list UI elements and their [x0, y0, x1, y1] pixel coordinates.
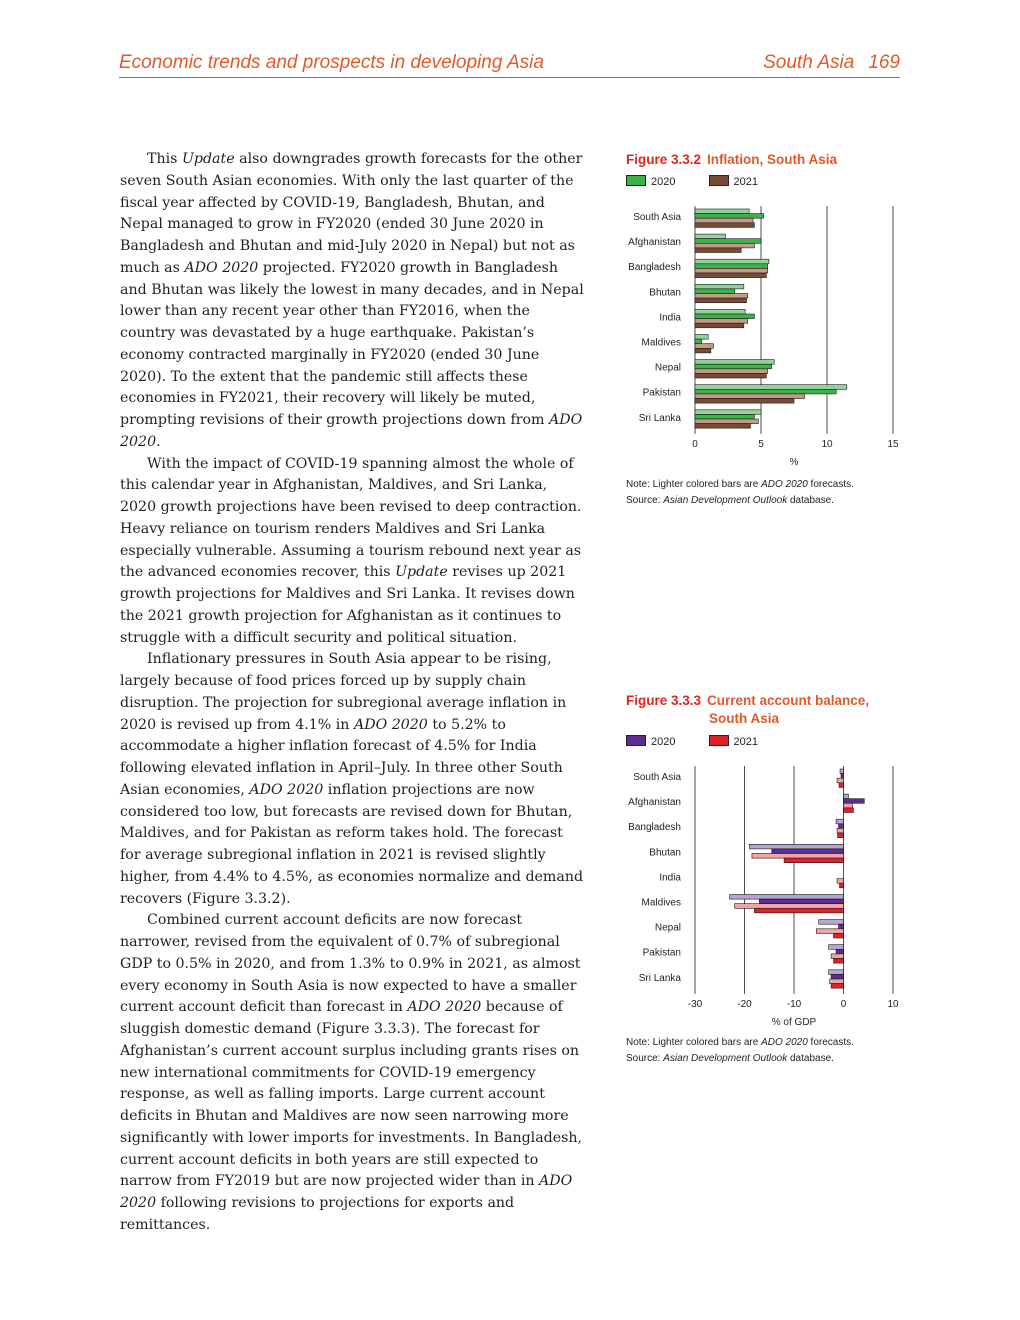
- legend-swatch: [709, 735, 729, 746]
- x-tick-label: 10: [887, 998, 899, 1010]
- page-number: 169: [868, 52, 900, 73]
- bar: [695, 209, 749, 214]
- bar: [695, 394, 805, 399]
- bar: [772, 849, 844, 854]
- bar: [695, 284, 744, 289]
- legend-label: 2021: [733, 176, 759, 188]
- bar: [840, 883, 844, 888]
- italic-term: ADO 2020: [120, 412, 583, 450]
- category-label: Bhutan: [649, 847, 681, 859]
- bar: [695, 399, 794, 404]
- bar: [695, 243, 754, 248]
- bar: [695, 410, 761, 415]
- category-label: India: [659, 312, 681, 324]
- header-rule: [119, 77, 900, 78]
- bar: [730, 895, 844, 900]
- bar: [695, 364, 772, 369]
- legend-item: [626, 735, 675, 748]
- category-label: Pakistan: [642, 947, 681, 959]
- category-label: Bangladesh: [628, 822, 681, 834]
- chart-legend: [626, 175, 788, 188]
- x-tick-label: 0: [840, 998, 847, 1010]
- bar: [695, 314, 754, 319]
- running-header-right: [749, 52, 900, 74]
- italic-term: ADO 2020: [120, 1173, 573, 1211]
- category-label: Sri Lanka: [638, 972, 681, 984]
- bar: [695, 339, 702, 344]
- bar: [735, 904, 844, 909]
- italic-term: ADO 2020: [249, 781, 324, 798]
- bar: [752, 854, 844, 859]
- chart-source: Source: Asian Development Outlook database.: [626, 1053, 834, 1064]
- running-header-section: South Asia: [763, 52, 855, 73]
- x-tick-label: -30: [687, 998, 703, 1010]
- legend-label: 2020: [651, 736, 676, 748]
- category-label: Afghanistan: [628, 237, 681, 249]
- x-tick-label: 10: [821, 438, 833, 450]
- category-label: Maldives: [641, 337, 681, 349]
- bar: [695, 360, 774, 365]
- figure-number: Figure 3.3.2: [626, 152, 702, 167]
- italic-term: Update: [395, 564, 448, 581]
- italic-term: Asian Development Outlook: [663, 495, 788, 506]
- bar: [837, 778, 843, 783]
- bar: [695, 259, 769, 264]
- bar: [829, 945, 844, 950]
- bar: [695, 294, 748, 299]
- bar: [695, 319, 748, 324]
- figure-caption: Inflation, South Asia: [707, 152, 838, 167]
- bar: [749, 844, 843, 849]
- category-label: Maldives: [641, 897, 681, 909]
- bar: [829, 970, 844, 975]
- bar: [844, 808, 854, 813]
- chart-notes: [626, 1035, 854, 1067]
- category-label: Nepal: [654, 362, 681, 374]
- bar: [754, 908, 843, 913]
- bar: [844, 799, 865, 804]
- bar: [695, 234, 725, 239]
- category-label: South Asia: [633, 772, 681, 783]
- paragraph: Inflationary pressures in South Asia appear to be rising, largely because of food prices forced up by supply chain disruption. The projection for subregional average inflation in 2020 is revised up from 4.1% in ADO 2020 to 5.2% to accommodate a higher inflation forecast of 4.5% for India following elevated inflation in April–July. In three other South Asian economies, ADO 2020 inflation projections are now considered too low, but forecasts are revised down for Bhutan, Maldives, and for Pakistan as reform takes hold. The forecast for average subregional inflation in 2021 is revised slightly higher, from 4.4% to 4.5%, as economies normalize and demand recovers (Figure 3.3.2).: [120, 651, 584, 907]
- x-tick-label: 0: [692, 438, 698, 450]
- category-label: Nepal: [654, 922, 681, 934]
- legend-swatch: [626, 175, 646, 186]
- figure-caption-line2: South Asia: [709, 711, 780, 726]
- category-label: Bangladesh: [628, 262, 681, 274]
- bar: [831, 954, 843, 959]
- bar: [836, 949, 843, 954]
- bar: [695, 273, 766, 278]
- paragraph: Combined current account deficits are now forecast narrower, revised from the equivalent of 0.7% of subregional GDP to 0.5% in 2020, and from 1.3% to 0.9% in 2021, as almost every economy in South Asia is now expected to have a smaller current account deficit than forecast in ADO 2020 because of sluggish domestic demand (Figure 3.3.3). The forecast for Afghanistan’s current account surplus including grants rises on new international commitments for COVID-19 emergency response, as well as falling imports. Large current account deficits in Bhutan and Maldives are now seen narrowing more significantly with lower imports for investments. In Bangladesh, current account deficits in both years are still expected to narrow from FY2019 but are now projected wider than in ADO 2020 following revisions to projections for exports and remittances.: [120, 912, 583, 1233]
- bar: [695, 323, 744, 328]
- italic-term: Asian Development Outlook: [663, 1053, 788, 1064]
- bar: [695, 335, 708, 340]
- bar: [836, 819, 843, 824]
- inflation-chart: [610, 200, 910, 475]
- bar: [830, 979, 844, 984]
- figure-title: [626, 692, 869, 728]
- x-axis-label: %: [789, 456, 799, 468]
- bar: [695, 289, 735, 294]
- bar: [831, 984, 843, 989]
- legend-label: 2021: [733, 736, 759, 748]
- chart-legend: [626, 735, 788, 748]
- bar: [695, 348, 711, 353]
- chart-note: Note: Lighter colored bars are ADO 2020 forecasts.: [626, 479, 854, 490]
- bar: [840, 769, 843, 774]
- italic-term: ADO 2020: [761, 479, 808, 490]
- bar: [695, 223, 754, 228]
- chart-source: Source: Asian Development Outlook database.: [626, 495, 834, 506]
- category-label: Afghanistan: [628, 797, 681, 809]
- italic-term: ADO 2020: [353, 716, 428, 733]
- legend-item: [626, 175, 675, 188]
- bar: [695, 369, 768, 374]
- bar: [759, 899, 843, 904]
- category-label: South Asia: [633, 212, 681, 223]
- bar: [834, 933, 844, 938]
- figure-number: Figure 3.3.3: [626, 693, 702, 708]
- body-text: [120, 149, 587, 1237]
- bar: [837, 879, 843, 884]
- bar: [695, 419, 758, 424]
- bar: [695, 248, 741, 253]
- bar: [695, 424, 750, 429]
- bar: [844, 803, 853, 808]
- category-label: Sri Lanka: [638, 412, 681, 424]
- bar: [695, 268, 768, 273]
- bar: [831, 974, 843, 979]
- bar: [839, 783, 843, 788]
- bar: [695, 373, 766, 378]
- bar: [695, 385, 847, 390]
- bar: [695, 414, 754, 419]
- bar: [695, 214, 764, 219]
- bar: [838, 833, 844, 838]
- bar: [695, 239, 761, 244]
- bar: [834, 959, 844, 964]
- paragraph: With the impact of COVID-19 spanning almost the whole of this calendar year in Afghanistan, Maldives, and Sri Lanka, 2020 growth projections have been revised to deep contraction. Heavy reliance on tourism renders Maldives and Sri Lanka especially vulnerable. Assuming a tourism rebound next year as the advanced economies recover, this Update revises up 2021 growth projections for Maldives and Sri Lanka. It revises down the 2021 growth projection for Afghanistan as it continues to struggle with a difficult security and political situation.: [120, 455, 582, 646]
- x-tick-label: -20: [737, 998, 752, 1010]
- bar: [839, 924, 844, 929]
- figure-title: [626, 151, 837, 169]
- bar: [695, 389, 836, 394]
- bar: [837, 828, 843, 833]
- running-header-title: Economic trends and prospects in developing Asia: [119, 52, 544, 73]
- chart-note: Note: Lighter colored bars are ADO 2020 forecasts.: [626, 1037, 854, 1048]
- x-tick-label: 5: [758, 438, 764, 450]
- italic-term: Update: [181, 151, 235, 167]
- legend-label: 2020: [651, 176, 676, 188]
- category-label: India: [659, 872, 681, 884]
- legend-swatch: [709, 175, 729, 186]
- bar: [695, 309, 745, 314]
- legend-swatch: [626, 735, 646, 746]
- bar: [695, 218, 753, 223]
- category-label: Pakistan: [642, 387, 681, 399]
- bar: [695, 298, 746, 303]
- x-axis-label: % of GDP: [771, 1016, 817, 1028]
- italic-term: ADO 2020: [407, 999, 482, 1016]
- figure-caption: Current account balance,: [707, 693, 870, 708]
- bar: [784, 858, 843, 863]
- legend-item: [709, 735, 758, 748]
- bar: [839, 824, 844, 829]
- chart-notes: [626, 477, 854, 509]
- bar: [695, 344, 713, 349]
- bar: [819, 920, 844, 925]
- italic-term: ADO 2020: [184, 259, 259, 276]
- italic-term: ADO 2020: [761, 1037, 808, 1048]
- x-tick-label: 15: [887, 438, 899, 450]
- current-account-chart: [610, 760, 910, 1034]
- bar: [841, 774, 843, 779]
- legend-item: [709, 175, 758, 188]
- bar: [695, 264, 768, 269]
- bar: [844, 794, 849, 799]
- category-label: Bhutan: [649, 287, 681, 299]
- paragraph: This Update also downgrades growth forecasts for the other seven South Asian economies. With only the last quarter of the fiscal year affected by COVID-19, Bangladesh, Bhutan, and Nepal managed to grow in FY2020 (ended 30 June 2020 in Bangladesh and Bhutan and mid-July 2020 in Nepal) but not as much as ADO 2020 projected. FY2020 growth in Bangladesh and Bhutan was likely the lowest in many decades, and in Nepal lower than any recent year other than FY2016, when the country was devastated by a huge earthquake. Pakistan’s economy contracted marginally in FY2020 (ended 30 June 2020). To the extent that the pandemic still affects these economies in FY2021, their recovery will likely be muted, prompting revisions of their growth projections down from ADO 2020.: [120, 151, 584, 450]
- x-tick-label: -10: [786, 998, 802, 1010]
- bar: [816, 929, 843, 934]
